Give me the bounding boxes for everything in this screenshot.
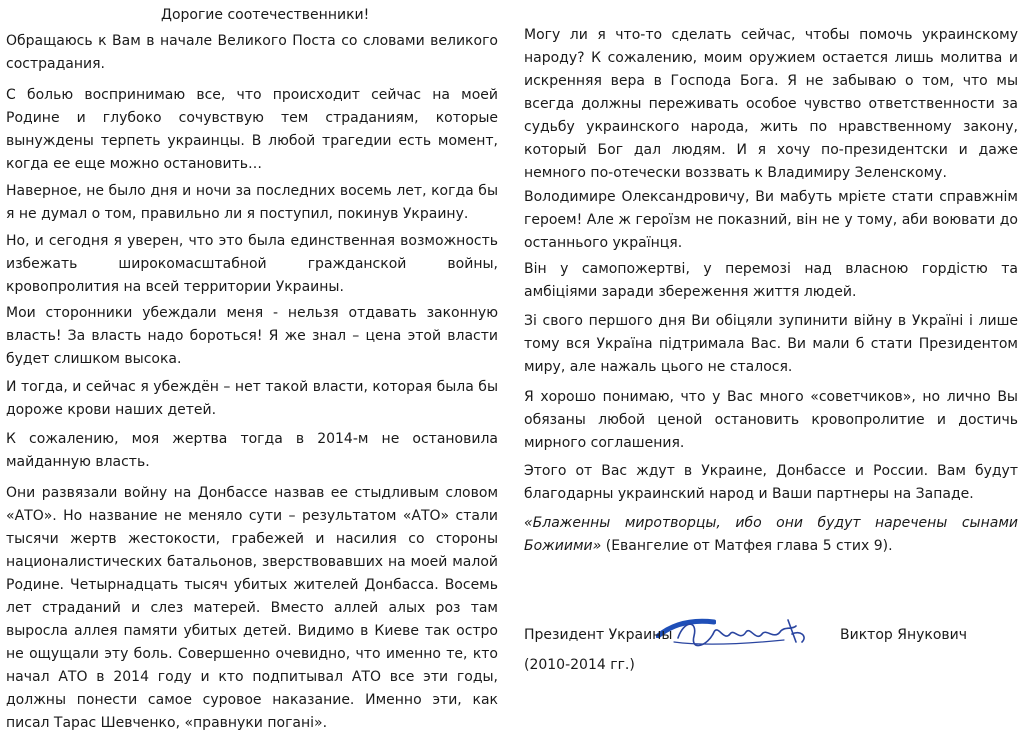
paragraph: И тогда, и сейчас я убеждён – нет такой власти, которая была бы дороже крови наших детей. bbox=[6, 379, 498, 418]
paragraph: Наверное, не было дня и ночи за последних восемь лет, когда бы я не думал о том, правильно ли я поступил, покинув Украину. bbox=[6, 183, 498, 222]
paragraph: Він у самопожертві, у перемозі над власною гордістю та амбіціями заради збереження життя людей. bbox=[524, 261, 1018, 300]
signatory-title: Президент Украины bbox=[524, 627, 673, 643]
scripture-quote: «Блаженны миротворцы, ибо они будут наречены сынами Божиими» bbox=[524, 515, 1018, 554]
paragraph: Мои сторонники убеждали меня - нельзя отдавать законную власть! За власть надо бороться! Я же знал – цена этой власти будет слишком высока. bbox=[6, 305, 498, 367]
signatory-years: (2010-2014 гг.) bbox=[524, 657, 635, 673]
paragraph: Зі свого першого дня Ви обіцяли зупинити війну в Україні і лише тому вся Україна підтримала Вас. Ви мали б стати Президентом миру, але нажаль цього не сталося. bbox=[524, 313, 1018, 375]
paragraph: Этого от Вас ждут в Украине, Донбассе и России. Вам будут благодарны украинский народ и Ваши партнеры на Западе. bbox=[524, 463, 1018, 502]
paragraph: Я хорошо понимаю, что у Вас много «советчиков», но лично Вы обязаны любой ценой остановить кровопролитие и достичь мирного соглашения. bbox=[524, 389, 1018, 451]
scripture-source: (Евангелие от Матфея глава 5 стих 9). bbox=[601, 538, 893, 554]
signatory-name: Виктор Янукович bbox=[840, 627, 968, 643]
paragraph: Могу ли я что-то сделать сейчас, чтобы помочь украинскому народу? К сожалению, моим оружием остается лишь молитва и искренняя вера в Господа Бога. Я не забываю о том, что мы всегда должны переживать особое чувство ответственности за судьбу украинского народа, жить по нравственному закону, который Бог дал людям. И я хочу по-президентски и даже немного по-отечески воззвать к Владимиру Зеленскому. bbox=[524, 27, 1018, 181]
paragraph: Они развязали войну на Донбассе назвав ее стыдливым словом «АТО». Но название не меняло сути – результатом «АТО» стали тысячи жертв жестокости, грабежей и насилия со стороны националистических батальонов, зверствовавших на моей малой Родине. Четырнадцать тысяч убитых жителей Донбасса. Восемь лет страданий и слез матерей. Вместо аллей алых роз там выросла аллея памяти убитых детей. Видимо в Киеве так остро не ощущали эту боль. Совершенно очевидно, что именно те, кто начал АТО в 2014 году и кто подпитывал АТО все эти годы, должны понести самое суровое наказание. Именно эти, как писал Тарас Шевченко, «правнуки погані». bbox=[6, 485, 498, 731]
signature-block bbox=[524, 624, 1018, 648]
paragraph: Обращаюсь к Вам в начале Великого Поста со словами великого сострадания. bbox=[6, 33, 498, 72]
paragraph: Но, и сегодня я уверен, что это была единственная возможность избежать широкомасштабной гражданской войны, кровопролития на всей территории Украины. bbox=[6, 233, 498, 295]
paragraph: Володимире Олександровичу, Ви мабуть мрієте стати справжнім героем! Але ж героїзм не показний, він не у тому, аби воювати до останнього українця. bbox=[524, 189, 1018, 251]
paragraph: С болью воспринимаю все, что происходит сейчас на моей Родине и глубоко сочувствую тем страданиям, которые вынуждены терпеть украинцы. В любой трагедии есть момент, когда ее еще можно остановить… bbox=[6, 87, 498, 172]
greeting: Дорогие соотечественники! bbox=[161, 7, 370, 23]
paragraph: К сожалению, моя жертва тогда в 2014-м не остановила майданную власть. bbox=[6, 431, 498, 470]
quote-paragraph bbox=[524, 512, 1018, 558]
